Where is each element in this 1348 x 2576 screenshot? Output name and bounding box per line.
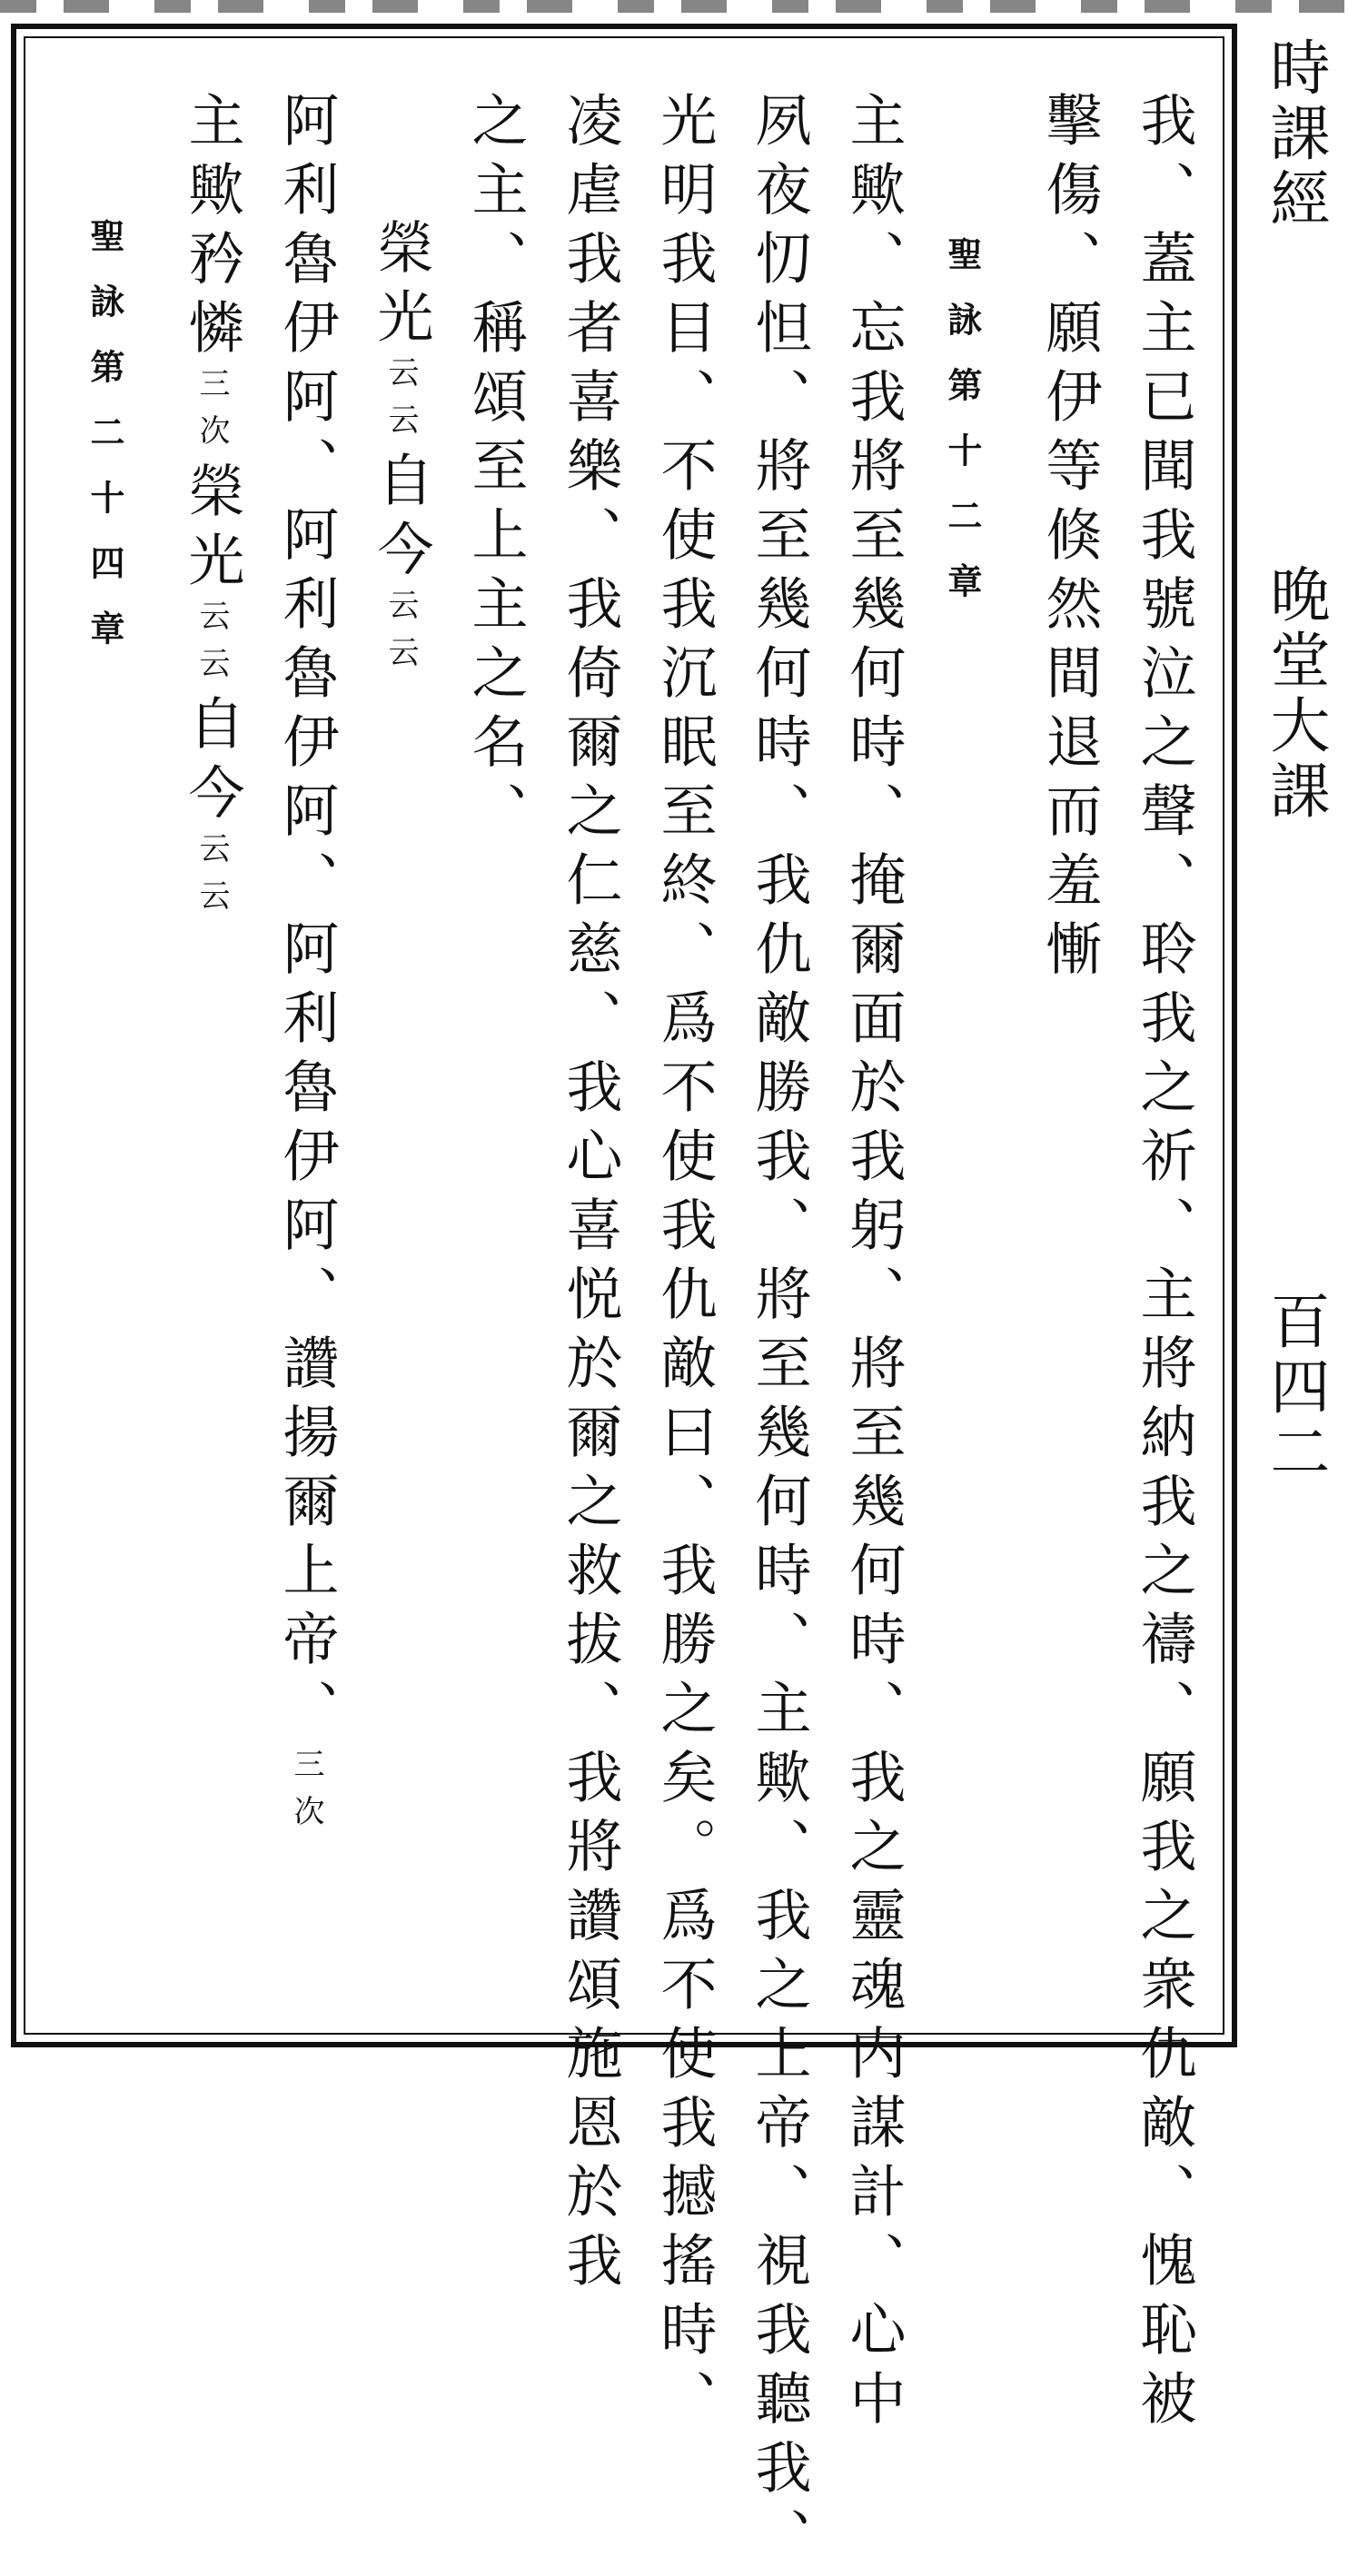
text-column-5: 夙夜忉怛、將至幾何時、我仇敵勝我、將至幾何時、主歟、我之上帝、視我聽我、 bbox=[746, 91, 812, 2576]
etcetera-note: 云云 bbox=[382, 589, 419, 683]
book-title: 時課經 bbox=[1260, 36, 1330, 233]
alleluia-text: 阿利魯伊阿、阿利魯伊阿、阿利魯伊阿、讚揚爾上帝、 bbox=[273, 91, 340, 1748]
section-title: 晚堂大課 bbox=[1260, 563, 1330, 825]
text-column-6: 光明我目、不使我沉眠至終、爲不使我仇敵曰、我勝之矣。爲不使我撼搖時、 bbox=[651, 91, 718, 2438]
kyrie-column bbox=[179, 91, 245, 926]
text-column-4: 主歟、忘我將至幾何時、掩爾面於我躬、將至幾何時、我之靈魂内謀計、心中 bbox=[840, 91, 907, 2438]
etcetera-note: 云云 bbox=[193, 832, 230, 926]
now-text: 自今 bbox=[179, 694, 245, 832]
text-column-8: 之主、稱頌至上主之名、 bbox=[462, 91, 529, 850]
alleluia-column bbox=[273, 91, 340, 1842]
etcetera-note: 云云 bbox=[193, 599, 230, 694]
etcetera-note: 云云 bbox=[382, 356, 419, 451]
now-text: 自今 bbox=[368, 451, 434, 589]
text-column-7: 凌虐我者喜樂、我倚爾之仁慈、我心喜悦於爾之救拔、我將讚頌施恩於我 bbox=[557, 91, 623, 2300]
doxology-column bbox=[368, 218, 434, 683]
kyrie-text: 主歟矜憐 bbox=[179, 91, 245, 367]
chapter-heading-24: 聖詠第二十四章 bbox=[84, 218, 125, 676]
gloria-text: 榮光 bbox=[179, 461, 245, 599]
scan-edge-marks bbox=[0, 0, 1348, 13]
thrice-note: 三次 bbox=[288, 1748, 324, 1842]
page-number: 百四二 bbox=[1260, 1290, 1330, 1486]
chapter-heading-12: 聖詠第十二章 bbox=[942, 236, 983, 629]
thrice-note: 三次 bbox=[193, 367, 230, 461]
text-column-2: 擊傷、願伊等倏然間退而羞慚 bbox=[1036, 91, 1103, 988]
gloria-text: 榮光 bbox=[368, 218, 434, 356]
text-column-1: 我、蓋主已聞我號泣之聲、聆我之祈、主將納我之禱、願我之衆仇敵、愧恥被 bbox=[1131, 91, 1197, 2438]
